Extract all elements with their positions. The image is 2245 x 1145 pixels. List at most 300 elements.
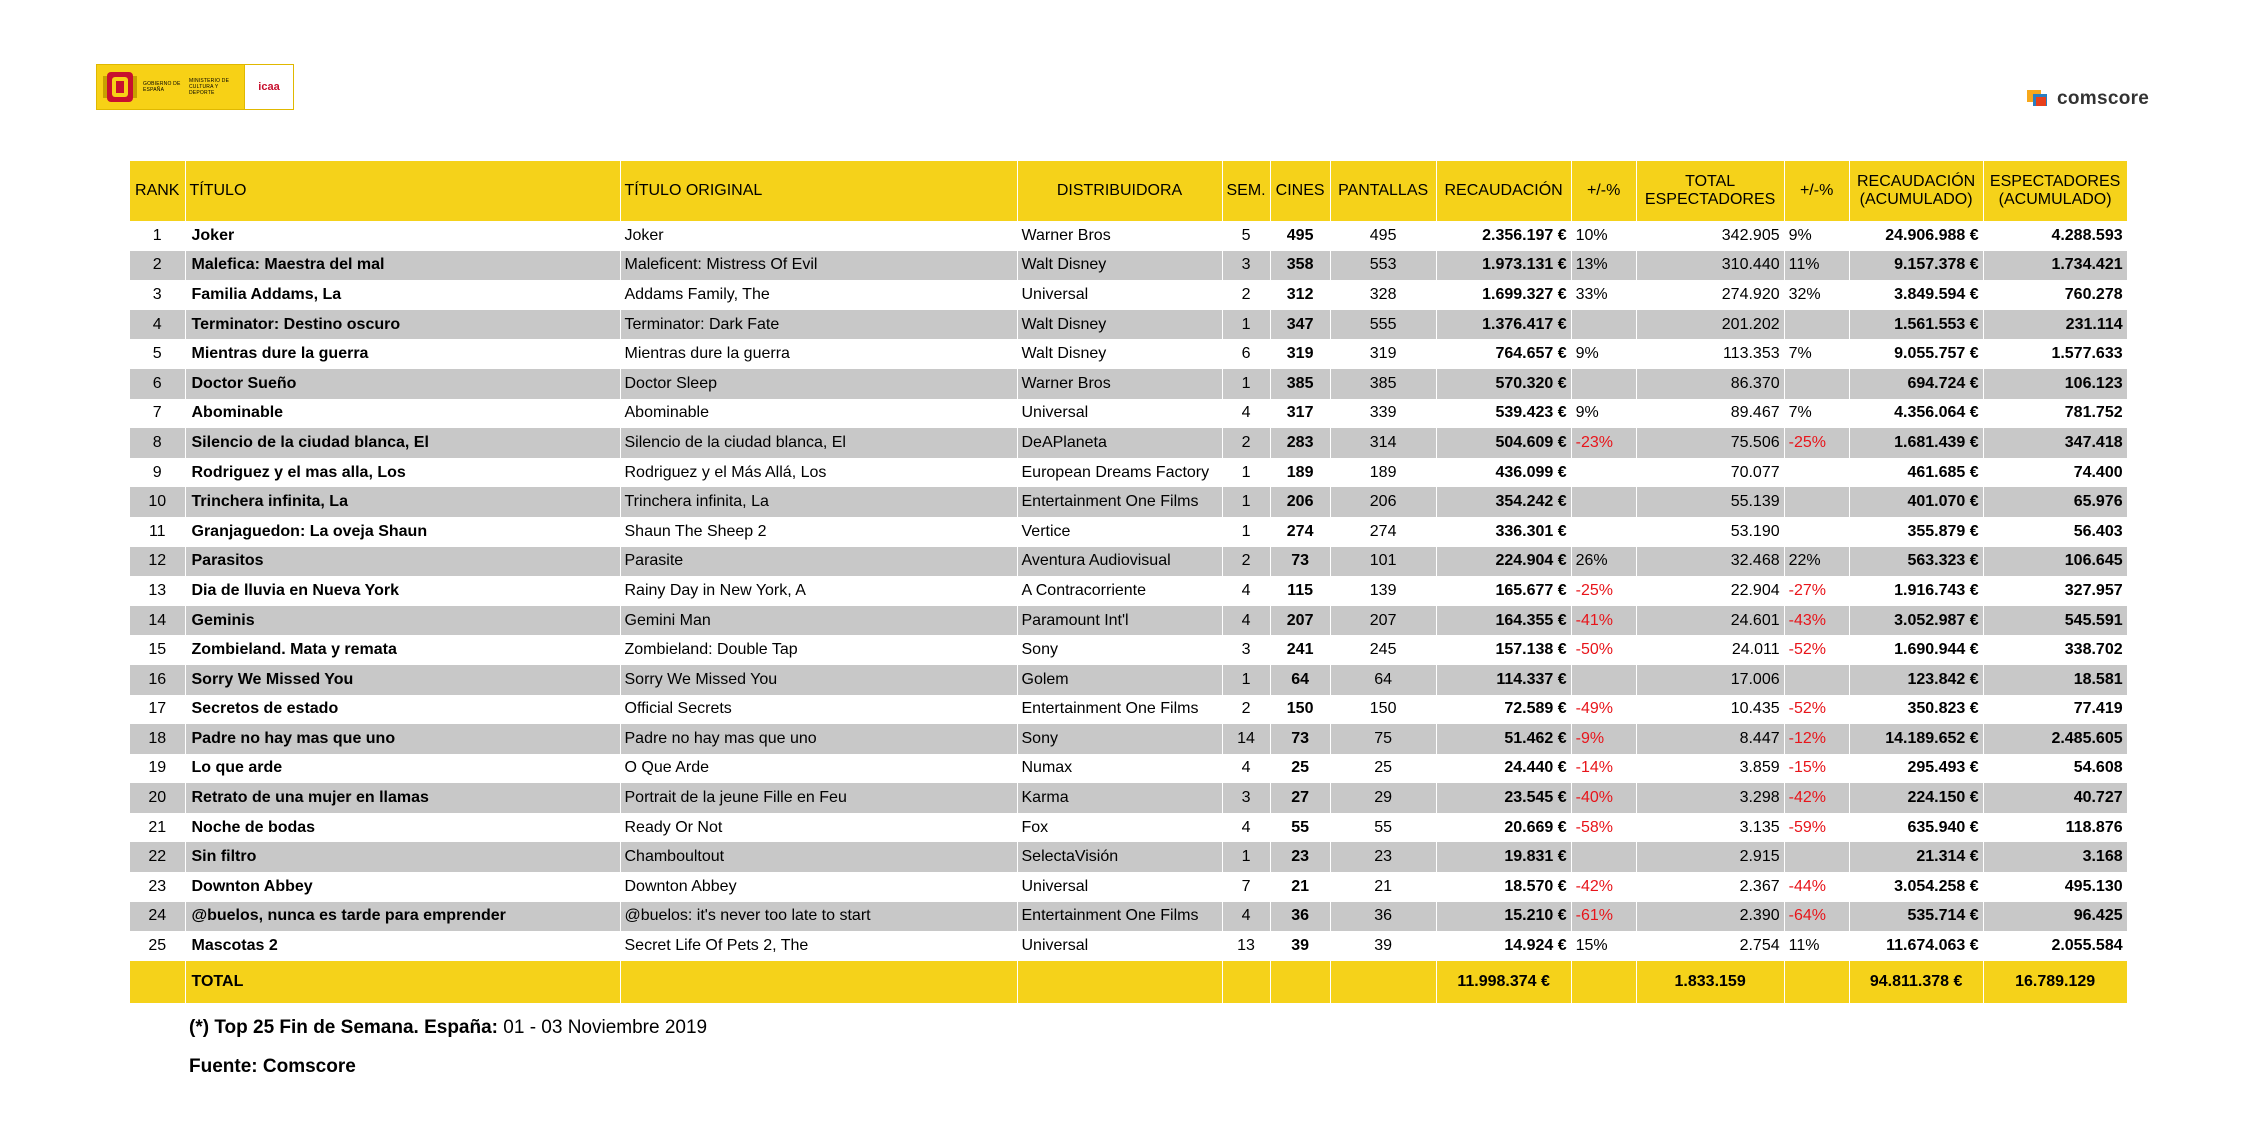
- rank-cell: 19: [130, 754, 185, 784]
- gross-change-cell: [1571, 842, 1636, 872]
- title-cell: Abominable: [185, 399, 620, 429]
- distributor-cell: Universal: [1017, 931, 1222, 961]
- title-cell: Dia de lluvia en Nueva York: [185, 576, 620, 606]
- admissions-cumulative-cell: 54.608: [1983, 754, 2127, 784]
- original-title-cell: Abominable: [620, 399, 1017, 429]
- gross-cumulative-cell: 295.493 €: [1849, 754, 1983, 784]
- cinemas-cell: 23: [1270, 842, 1330, 872]
- total-empty-cell: [1270, 961, 1330, 1003]
- cinemas-cell: 55: [1270, 813, 1330, 843]
- title-cell: Doctor Sueño: [185, 369, 620, 399]
- total-empty-cell: [1222, 961, 1270, 1003]
- footnote: [189, 1017, 707, 1039]
- header-rank: RANK: [130, 161, 185, 221]
- title-cell: Sin filtro: [185, 842, 620, 872]
- admissions-cumulative-cell: 74.400: [1983, 458, 2127, 488]
- admissions-cumulative-cell: 327.957: [1983, 576, 2127, 606]
- weeks-cell: 1: [1222, 310, 1270, 340]
- gross-change-cell: -40%: [1571, 783, 1636, 813]
- cinemas-cell: 283: [1270, 428, 1330, 458]
- gross-change-cell: [1571, 310, 1636, 340]
- table-row: [130, 576, 2127, 606]
- gross-change-cell: [1571, 369, 1636, 399]
- gross-cell: 15.210 €: [1436, 902, 1571, 932]
- gross-change-cell: -14%: [1571, 754, 1636, 784]
- original-title-cell: Doctor Sleep: [620, 369, 1017, 399]
- rank-cell: 7: [130, 399, 185, 429]
- distributor-cell: Warner Bros: [1017, 369, 1222, 399]
- admissions-change-cell: [1784, 310, 1849, 340]
- gross-change-cell: -42%: [1571, 872, 1636, 902]
- screens-cell: 55: [1330, 813, 1436, 843]
- screens-cell: 328: [1330, 280, 1436, 310]
- admissions-cell: 3.298: [1636, 783, 1784, 813]
- table-row: [130, 369, 2127, 399]
- gross-cell: 1.699.327 €: [1436, 280, 1571, 310]
- admissions-cell: 24.011: [1636, 635, 1784, 665]
- gross-change-cell: [1571, 517, 1636, 547]
- gross-cell: 336.301 €: [1436, 517, 1571, 547]
- admissions-cell: 89.467: [1636, 399, 1784, 429]
- rank-cell: 25: [130, 931, 185, 961]
- admissions-change-cell: [1784, 487, 1849, 517]
- gross-change-cell: -41%: [1571, 606, 1636, 636]
- total-recaudacion-acumulado: 94.811.378 €: [1849, 961, 1983, 1003]
- admissions-change-cell: -43%: [1784, 606, 1849, 636]
- distributor-cell: Vertice: [1017, 517, 1222, 547]
- cinemas-cell: 150: [1270, 695, 1330, 725]
- rank-cell: 17: [130, 695, 185, 725]
- distributor-cell: Warner Bros: [1017, 221, 1222, 251]
- admissions-change-cell: -59%: [1784, 813, 1849, 843]
- admissions-cumulative-cell: 96.425: [1983, 902, 2127, 932]
- admissions-cumulative-cell: 2.485.605: [1983, 724, 2127, 754]
- admissions-change-cell: -15%: [1784, 754, 1849, 784]
- weeks-cell: 1: [1222, 842, 1270, 872]
- admissions-cumulative-cell: 3.168: [1983, 842, 2127, 872]
- header-pantallas: PANTALLAS: [1330, 161, 1436, 221]
- table-row: [130, 487, 2127, 517]
- admissions-cumulative-cell: 231.114: [1983, 310, 2127, 340]
- admissions-cell: 2.390: [1636, 902, 1784, 932]
- original-title-cell: Joker: [620, 221, 1017, 251]
- distributor-cell: Sony: [1017, 635, 1222, 665]
- table-body: [130, 221, 2127, 961]
- cinemas-cell: 64: [1270, 665, 1330, 695]
- original-title-cell: Secret Life Of Pets 2, The: [620, 931, 1017, 961]
- gross-cumulative-cell: 1.690.944 €: [1849, 635, 1983, 665]
- admissions-cell: 24.601: [1636, 606, 1784, 636]
- rank-cell: 14: [130, 606, 185, 636]
- table-row: [130, 280, 2127, 310]
- table-row: [130, 547, 2127, 577]
- gross-cell: 1.376.417 €: [1436, 310, 1571, 340]
- table-row: [130, 902, 2127, 932]
- rank-cell: 9: [130, 458, 185, 488]
- cinemas-cell: 73: [1270, 724, 1330, 754]
- distributor-cell: Walt Disney: [1017, 310, 1222, 340]
- title-cell: Secretos de estado: [185, 695, 620, 725]
- original-title-cell: Parasite: [620, 547, 1017, 577]
- gross-cumulative-cell: 4.356.064 €: [1849, 399, 1983, 429]
- distributor-cell: Fox: [1017, 813, 1222, 843]
- gross-change-cell: [1571, 665, 1636, 695]
- gross-cumulative-cell: 694.724 €: [1849, 369, 1983, 399]
- rank-cell: 2: [130, 251, 185, 281]
- admissions-cell: 274.920: [1636, 280, 1784, 310]
- distributor-cell: Entertainment One Films: [1017, 487, 1222, 517]
- screens-cell: 101: [1330, 547, 1436, 577]
- weeks-cell: 4: [1222, 902, 1270, 932]
- icaa-logo: [244, 65, 293, 109]
- original-title-cell: Terminator: Dark Fate: [620, 310, 1017, 340]
- rank-cell: 18: [130, 724, 185, 754]
- title-cell: Parasitos: [185, 547, 620, 577]
- total-empty-cell: [1571, 961, 1636, 1003]
- gross-cumulative-cell: 3.849.594 €: [1849, 280, 1983, 310]
- header-sem: SEM.: [1222, 161, 1270, 221]
- admissions-cell: 53.190: [1636, 517, 1784, 547]
- screens-cell: 23: [1330, 842, 1436, 872]
- title-cell: Sorry We Missed You: [185, 665, 620, 695]
- screens-cell: 21: [1330, 872, 1436, 902]
- distributor-cell: Entertainment One Films: [1017, 902, 1222, 932]
- source-note: Fuente: Comscore: [189, 1056, 356, 1077]
- cinemas-cell: 21: [1270, 872, 1330, 902]
- table-header-row: [130, 161, 2127, 221]
- gross-cumulative-cell: 1.916.743 €: [1849, 576, 1983, 606]
- gross-change-cell: 13%: [1571, 251, 1636, 281]
- weeks-cell: 2: [1222, 547, 1270, 577]
- gross-change-cell: [1571, 487, 1636, 517]
- title-cell: Familia Addams, La: [185, 280, 620, 310]
- screens-cell: 206: [1330, 487, 1436, 517]
- distributor-cell: Karma: [1017, 783, 1222, 813]
- weeks-cell: 1: [1222, 517, 1270, 547]
- comscore-mark-icon: [2027, 90, 2051, 108]
- gross-cell: 20.669 €: [1436, 813, 1571, 843]
- total-empty-cell: [620, 961, 1017, 1003]
- header-titulo-original: TÍTULO ORIGINAL: [620, 161, 1017, 221]
- cinemas-cell: 189: [1270, 458, 1330, 488]
- gross-cell: 51.462 €: [1436, 724, 1571, 754]
- screens-cell: 25: [1330, 754, 1436, 784]
- original-title-cell: Trinchera infinita, La: [620, 487, 1017, 517]
- gross-cumulative-cell: 535.714 €: [1849, 902, 1983, 932]
- gross-cell: 2.356.197 €: [1436, 221, 1571, 251]
- gross-cumulative-cell: 461.685 €: [1849, 458, 1983, 488]
- gross-cell: 114.337 €: [1436, 665, 1571, 695]
- weeks-cell: 1: [1222, 487, 1270, 517]
- gross-cell: 14.924 €: [1436, 931, 1571, 961]
- distributor-cell: Numax: [1017, 754, 1222, 784]
- admissions-cell: 70.077: [1636, 458, 1784, 488]
- gross-change-cell: -61%: [1571, 902, 1636, 932]
- gross-cumulative-cell: 24.906.988 €: [1849, 221, 1983, 251]
- admissions-cumulative-cell: 4.288.593: [1983, 221, 2127, 251]
- distributor-cell: Sony: [1017, 724, 1222, 754]
- screens-cell: 319: [1330, 339, 1436, 369]
- distributor-cell: Golem: [1017, 665, 1222, 695]
- distributor-cell: Universal: [1017, 399, 1222, 429]
- rank-cell: 6: [130, 369, 185, 399]
- screens-cell: 75: [1330, 724, 1436, 754]
- weeks-cell: 3: [1222, 635, 1270, 665]
- title-cell: @buelos, nunca es tarde para emprender: [185, 902, 620, 932]
- header-cines: CINES: [1270, 161, 1330, 221]
- gross-cumulative-cell: 401.070 €: [1849, 487, 1983, 517]
- header-pct-recaudacion: +/-%: [1571, 161, 1636, 221]
- screens-cell: 339: [1330, 399, 1436, 429]
- title-cell: Retrato de una mujer en llamas: [185, 783, 620, 813]
- admissions-change-cell: [1784, 665, 1849, 695]
- admissions-cell: 201.202: [1636, 310, 1784, 340]
- header-titulo: TÍTULO: [185, 161, 620, 221]
- admissions-cumulative-cell: 56.403: [1983, 517, 2127, 547]
- admissions-change-cell: -25%: [1784, 428, 1849, 458]
- gross-cumulative-cell: 3.054.258 €: [1849, 872, 1983, 902]
- cinemas-cell: 385: [1270, 369, 1330, 399]
- distributor-cell: Aventura Audiovisual: [1017, 547, 1222, 577]
- gross-cell: 1.973.131 €: [1436, 251, 1571, 281]
- gross-cumulative-cell: 21.314 €: [1849, 842, 1983, 872]
- gross-cumulative-cell: 224.150 €: [1849, 783, 1983, 813]
- admissions-cell: 2.367: [1636, 872, 1784, 902]
- rank-cell: 20: [130, 783, 185, 813]
- weeks-cell: 4: [1222, 754, 1270, 784]
- total-espectadores-acumulado: 16.789.129: [1983, 961, 2127, 1003]
- total-rank-cell: [130, 961, 185, 1003]
- rank-cell: 1: [130, 221, 185, 251]
- admissions-cell: 10.435: [1636, 695, 1784, 725]
- screens-cell: 150: [1330, 695, 1436, 725]
- ministry-text: MINISTERIO DE CULTURA Y DEPORTE: [189, 78, 230, 96]
- admissions-cumulative-cell: 347.418: [1983, 428, 2127, 458]
- table-row: [130, 931, 2127, 961]
- weeks-cell: 1: [1222, 665, 1270, 695]
- gross-change-cell: -58%: [1571, 813, 1636, 843]
- admissions-cell: 2.915: [1636, 842, 1784, 872]
- rank-cell: 22: [130, 842, 185, 872]
- rank-cell: 4: [130, 310, 185, 340]
- gross-cell: 504.609 €: [1436, 428, 1571, 458]
- admissions-cumulative-cell: 545.591: [1983, 606, 2127, 636]
- total-espectadores: 1.833.159: [1636, 961, 1784, 1003]
- original-title-cell: Downton Abbey: [620, 872, 1017, 902]
- gross-change-cell: -9%: [1571, 724, 1636, 754]
- gross-cumulative-cell: 350.823 €: [1849, 695, 1983, 725]
- title-cell: Granjaguedon: La oveja Shaun: [185, 517, 620, 547]
- gross-cell: 764.657 €: [1436, 339, 1571, 369]
- header-total-espectadores: TOTAL ESPECTADORES: [1636, 161, 1784, 221]
- admissions-cumulative-cell: 65.976: [1983, 487, 2127, 517]
- distributor-cell: Walt Disney: [1017, 251, 1222, 281]
- weeks-cell: 3: [1222, 783, 1270, 813]
- cinemas-cell: 495: [1270, 221, 1330, 251]
- admissions-change-cell: [1784, 458, 1849, 488]
- table-row: [130, 665, 2127, 695]
- admissions-cumulative-cell: 40.727: [1983, 783, 2127, 813]
- title-cell: Padre no hay mas que uno: [185, 724, 620, 754]
- cinemas-cell: 206: [1270, 487, 1330, 517]
- gross-cumulative-cell: 355.879 €: [1849, 517, 1983, 547]
- weeks-cell: 5: [1222, 221, 1270, 251]
- distributor-cell: Universal: [1017, 872, 1222, 902]
- original-title-cell: Addams Family, The: [620, 280, 1017, 310]
- distributor-cell: Universal: [1017, 280, 1222, 310]
- admissions-cumulative-cell: 77.419: [1983, 695, 2127, 725]
- header-distribuidora: DISTRIBUIDORA: [1017, 161, 1222, 221]
- admissions-change-cell: [1784, 517, 1849, 547]
- admissions-cell: 8.447: [1636, 724, 1784, 754]
- weeks-cell: 1: [1222, 369, 1270, 399]
- rank-cell: 10: [130, 487, 185, 517]
- gross-change-cell: 9%: [1571, 399, 1636, 429]
- table-row: [130, 458, 2127, 488]
- screens-cell: 139: [1330, 576, 1436, 606]
- admissions-cumulative-cell: 781.752: [1983, 399, 2127, 429]
- gross-change-cell: [1571, 458, 1636, 488]
- gross-cell: 165.677 €: [1436, 576, 1571, 606]
- gross-cumulative-cell: 635.940 €: [1849, 813, 1983, 843]
- gross-cumulative-cell: 9.157.378 €: [1849, 251, 1983, 281]
- distributor-cell: Paramount Int'l: [1017, 606, 1222, 636]
- gross-cell: 23.545 €: [1436, 783, 1571, 813]
- original-title-cell: Ready Or Not: [620, 813, 1017, 843]
- admissions-change-cell: -42%: [1784, 783, 1849, 813]
- table-row: [130, 339, 2127, 369]
- admissions-cell: 342.905: [1636, 221, 1784, 251]
- gross-cumulative-cell: 3.052.987 €: [1849, 606, 1983, 636]
- admissions-cell: 113.353: [1636, 339, 1784, 369]
- table-row: [130, 754, 2127, 784]
- admissions-cumulative-cell: 106.123: [1983, 369, 2127, 399]
- cinemas-cell: 312: [1270, 280, 1330, 310]
- weeks-cell: 2: [1222, 280, 1270, 310]
- admissions-cumulative-cell: 18.581: [1983, 665, 2127, 695]
- gross-cell: 19.831 €: [1436, 842, 1571, 872]
- rank-cell: 16: [130, 665, 185, 695]
- admissions-change-cell: 9%: [1784, 221, 1849, 251]
- cinemas-cell: 73: [1270, 547, 1330, 577]
- cinemas-cell: 115: [1270, 576, 1330, 606]
- weeks-cell: 4: [1222, 576, 1270, 606]
- weeks-cell: 3: [1222, 251, 1270, 281]
- title-cell: Mascotas 2: [185, 931, 620, 961]
- distributor-cell: SelectaVisión: [1017, 842, 1222, 872]
- title-cell: Trinchera infinita, La: [185, 487, 620, 517]
- original-title-cell: Official Secrets: [620, 695, 1017, 725]
- title-cell: Terminator: Destino oscuro: [185, 310, 620, 340]
- gross-cell: 157.138 €: [1436, 635, 1571, 665]
- gross-cell: 18.570 €: [1436, 872, 1571, 902]
- total-recaudacion: 11.998.374 €: [1436, 961, 1571, 1003]
- weeks-cell: 4: [1222, 606, 1270, 636]
- original-title-cell: Rainy Day in New York, A: [620, 576, 1017, 606]
- title-cell: Rodriguez y el mas alla, Los: [185, 458, 620, 488]
- screens-cell: 64: [1330, 665, 1436, 695]
- original-title-cell: Gemini Man: [620, 606, 1017, 636]
- weeks-cell: 2: [1222, 695, 1270, 725]
- total-empty-cell: [1330, 961, 1436, 1003]
- cinemas-cell: 358: [1270, 251, 1330, 281]
- admissions-change-cell: 11%: [1784, 251, 1849, 281]
- footnote-bold: (*) Top 25 Fin de Semana. España:: [189, 1017, 498, 1038]
- gross-change-cell: 26%: [1571, 547, 1636, 577]
- gross-cell: 570.320 €: [1436, 369, 1571, 399]
- total-label: TOTAL: [185, 961, 620, 1003]
- table-row: [130, 842, 2127, 872]
- cinemas-cell: 36: [1270, 902, 1330, 932]
- gross-cell: 354.242 €: [1436, 487, 1571, 517]
- screens-cell: 385: [1330, 369, 1436, 399]
- admissions-change-cell: [1784, 369, 1849, 399]
- comscore-label: comscore: [2057, 88, 2150, 109]
- comscore-logo: [2027, 88, 2149, 110]
- screens-cell: 555: [1330, 310, 1436, 340]
- icaa-text: icaa: [258, 81, 280, 93]
- rank-cell: 11: [130, 517, 185, 547]
- table-row: [130, 221, 2127, 251]
- rank-cell: 3: [130, 280, 185, 310]
- screens-cell: 189: [1330, 458, 1436, 488]
- weeks-cell: 14: [1222, 724, 1270, 754]
- title-cell: Noche de bodas: [185, 813, 620, 843]
- screens-cell: 553: [1330, 251, 1436, 281]
- admissions-change-cell: 7%: [1784, 339, 1849, 369]
- total-empty-cell: [1784, 961, 1849, 1003]
- screens-cell: 495: [1330, 221, 1436, 251]
- gross-cell: 224.904 €: [1436, 547, 1571, 577]
- admissions-change-cell: 11%: [1784, 931, 1849, 961]
- table-row: [130, 606, 2127, 636]
- admissions-change-cell: -27%: [1784, 576, 1849, 606]
- gross-cumulative-cell: 1.561.553 €: [1849, 310, 1983, 340]
- table-row: [130, 517, 2127, 547]
- admissions-cell: 75.506: [1636, 428, 1784, 458]
- gross-change-cell: -49%: [1571, 695, 1636, 725]
- admissions-cell: 22.904: [1636, 576, 1784, 606]
- gross-cell: 24.440 €: [1436, 754, 1571, 784]
- cinemas-cell: 207: [1270, 606, 1330, 636]
- table-row: [130, 724, 2127, 754]
- gross-cumulative-cell: 9.055.757 €: [1849, 339, 1983, 369]
- admissions-cell: 3.135: [1636, 813, 1784, 843]
- rank-cell: 23: [130, 872, 185, 902]
- gross-cumulative-cell: 14.189.652 €: [1849, 724, 1983, 754]
- admissions-change-cell: 32%: [1784, 280, 1849, 310]
- table-row: [130, 872, 2127, 902]
- cinemas-cell: 274: [1270, 517, 1330, 547]
- rank-cell: 13: [130, 576, 185, 606]
- cinemas-cell: 317: [1270, 399, 1330, 429]
- header-recaudacion: RECAUDACIÓN: [1436, 161, 1571, 221]
- title-cell: Zombieland. Mata y remata: [185, 635, 620, 665]
- title-cell: Lo que arde: [185, 754, 620, 784]
- table-row: [130, 399, 2127, 429]
- gross-cumulative-cell: 11.674.063 €: [1849, 931, 1983, 961]
- original-title-cell: Padre no hay mas que uno: [620, 724, 1017, 754]
- gross-change-cell: 10%: [1571, 221, 1636, 251]
- weeks-cell: 13: [1222, 931, 1270, 961]
- weeks-cell: 1: [1222, 458, 1270, 488]
- original-title-cell: Shaun The Sheep 2: [620, 517, 1017, 547]
- rank-cell: 21: [130, 813, 185, 843]
- gross-cell: 72.589 €: [1436, 695, 1571, 725]
- title-cell: Silencio de la ciudad blanca, El: [185, 428, 620, 458]
- admissions-change-cell: 7%: [1784, 399, 1849, 429]
- admissions-cumulative-cell: 1.734.421: [1983, 251, 2127, 281]
